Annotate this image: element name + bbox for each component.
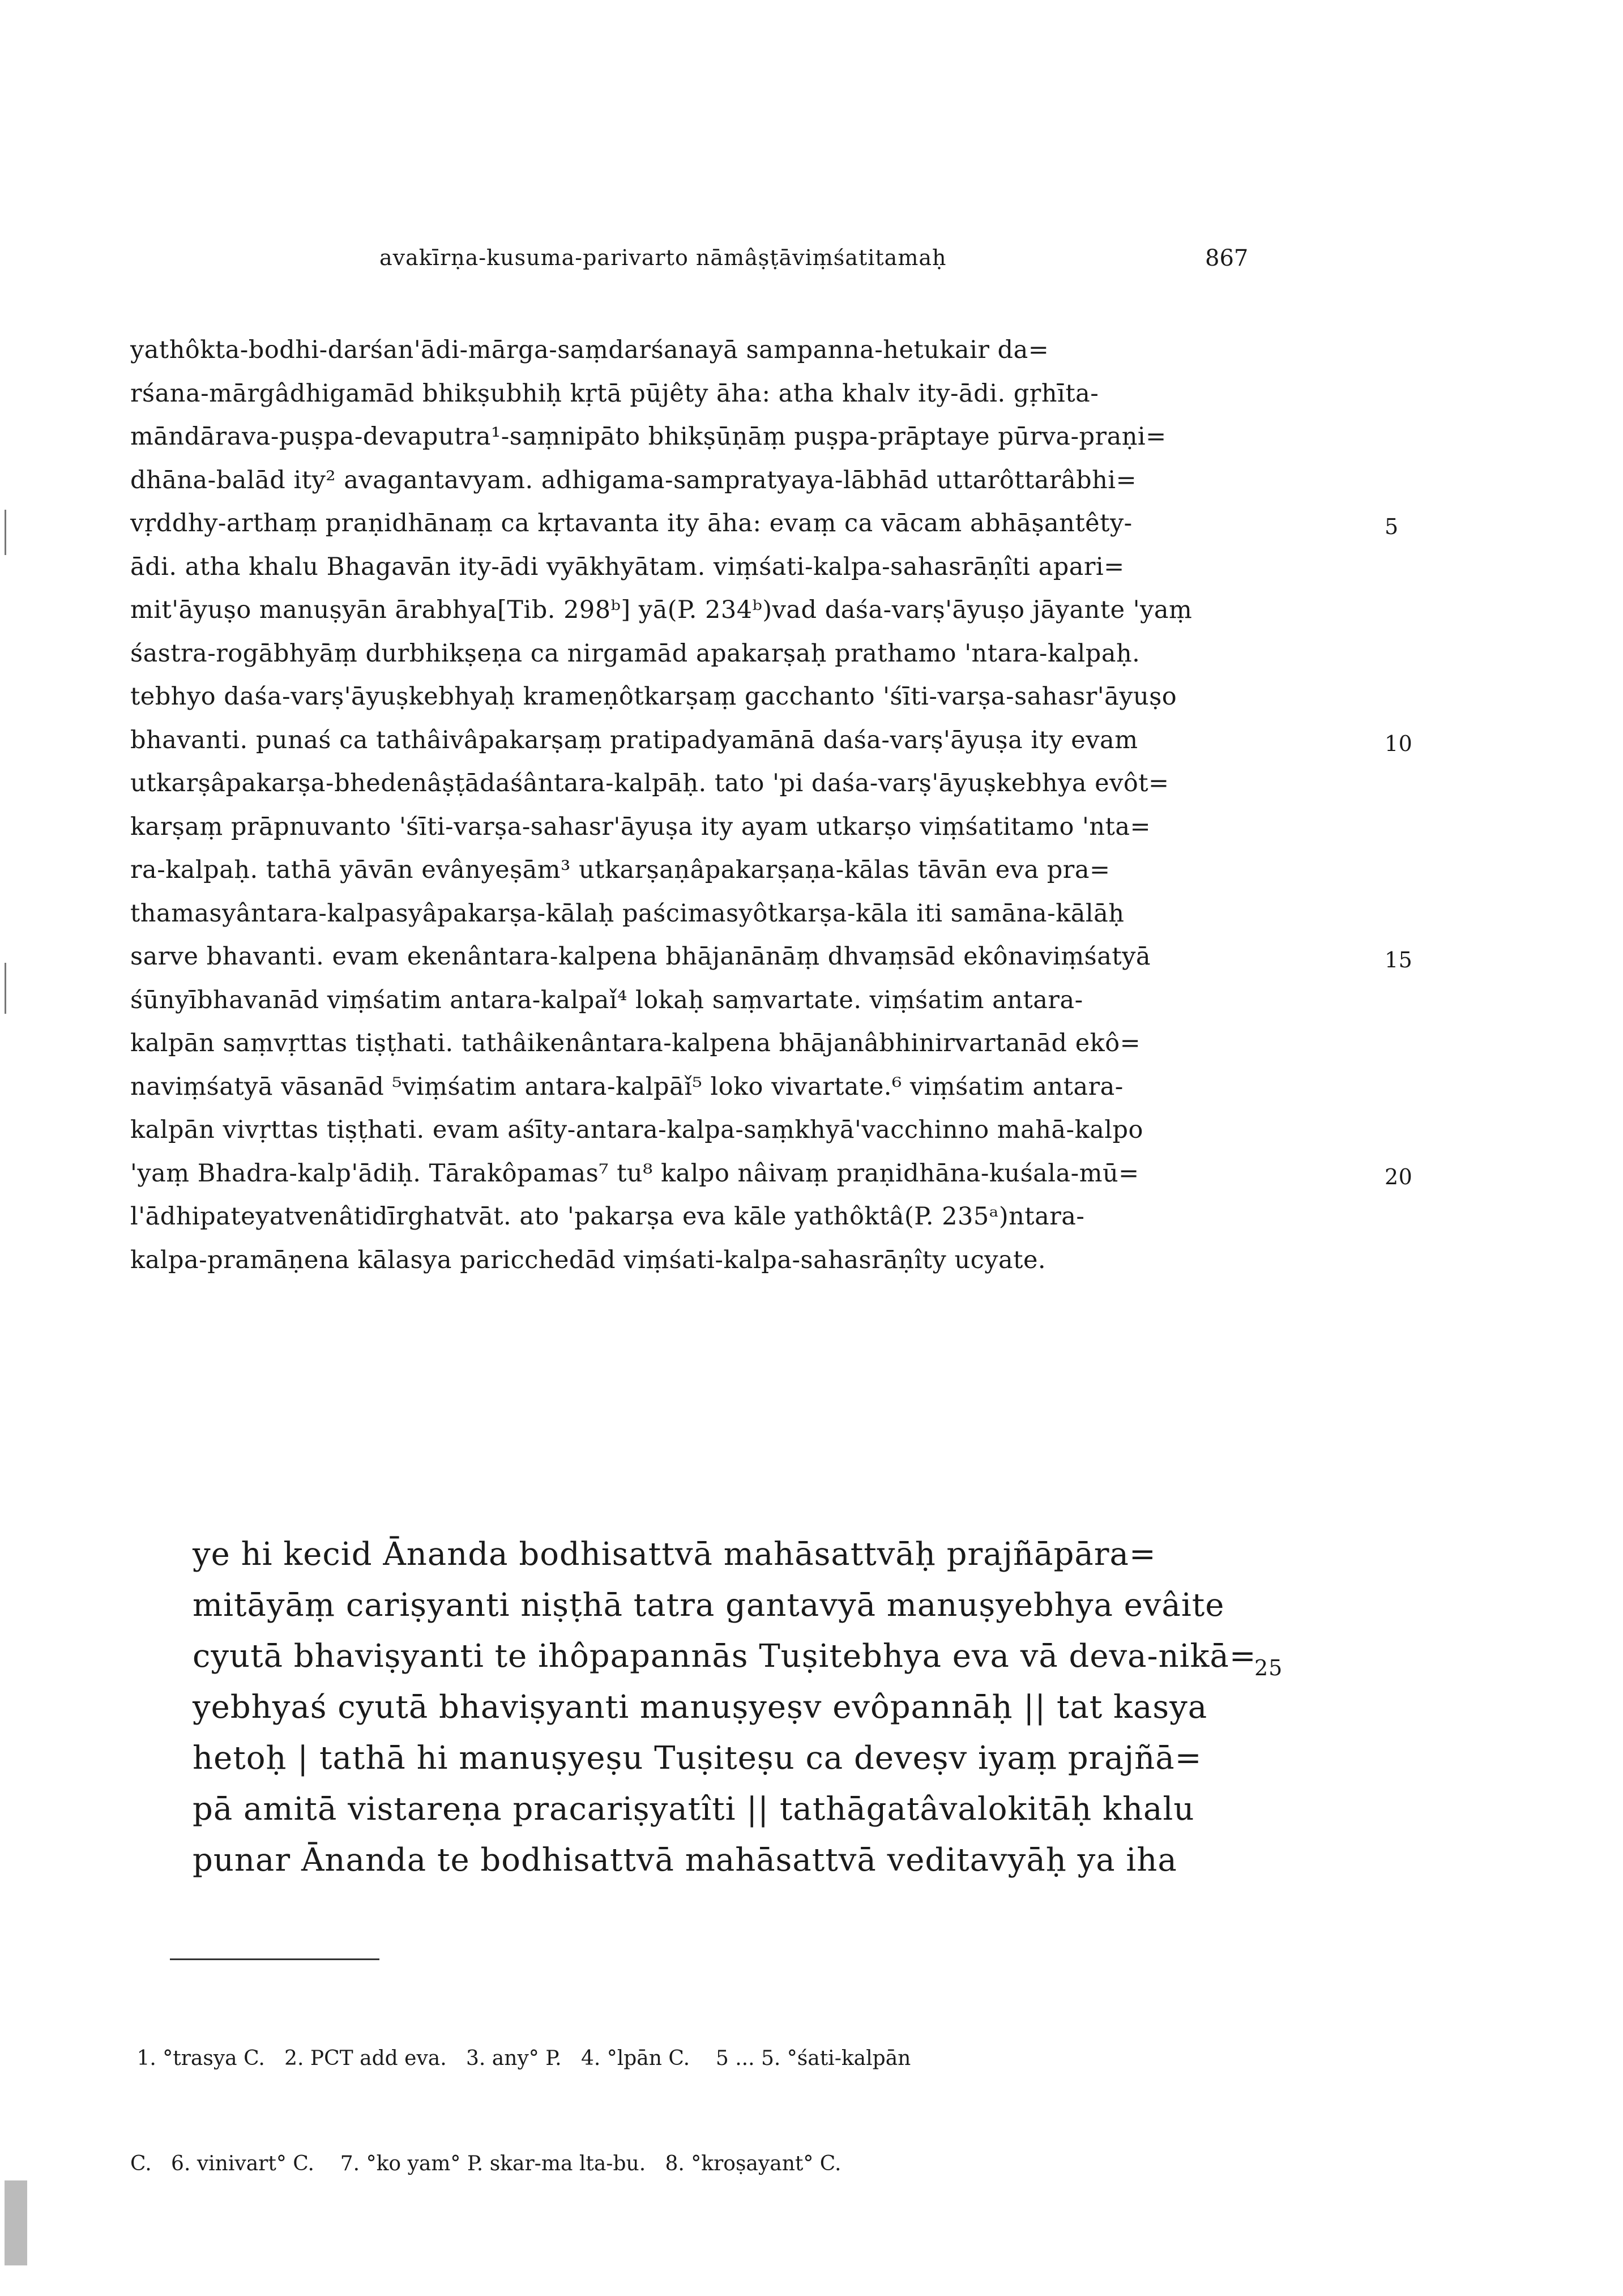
- scan-mark: [5, 2180, 27, 2265]
- text-line: [130, 1108, 1325, 1152]
- line-text: thamasyântara-kalpasyâpakarṣa-kālaḥ paścimasyôtkarṣa-kāla iti samāna-kālāḥ: [130, 899, 1125, 928]
- line-number: 25: [1254, 1655, 1283, 1680]
- text-line: [130, 1065, 1325, 1109]
- text-line: [130, 805, 1325, 849]
- line-text: l'ādhipateyatvenâtidīrghatvāt. ato 'pakarṣa eva kāle yathôktâ(P. 235ᵃ)ntara-: [130, 1202, 1085, 1231]
- text-line: [130, 459, 1325, 502]
- text-line: [130, 588, 1325, 632]
- text-line: [130, 502, 1399, 545]
- line-text: naviṃśatyā vāsanād ⁵viṃśatim antara-kalpāǐ⁵ loko vivartate.⁶ viṃśatim antara-: [130, 1072, 1124, 1101]
- line-text: māndārava-puṣpa-devaputra¹-saṃnipāto bhikṣūṇāṃ puṣpa-prāptaye pūrva-praṇi=: [130, 423, 1167, 451]
- text-line: [193, 1835, 1184, 1886]
- footnote-line: 1. °trasya C. 2. PCT add eva. 3. any° P. 4. °lpān C. 5 ... 5. °śati-kalpān: [130, 2047, 911, 2070]
- footnotes: [130, 1971, 1263, 2252]
- line-text: kalpān vivṛttas tiṣṭhati. evam aśīty-antara-kalpa-saṃkhyā'vacchinno mahā-kalpo: [130, 1116, 1143, 1144]
- text-line: [193, 1682, 1208, 1733]
- line-number: 10: [1385, 731, 1413, 756]
- line-text: śastra-rogābhyāṃ durbhikṣeṇa ca nirgamād apakarṣaḥ prathamo 'ntara-kalpaḥ.: [130, 639, 1141, 668]
- text-line: [193, 1631, 1283, 1682]
- scan-mark: [5, 510, 6, 555]
- footnote-rule: [170, 1958, 379, 1960]
- text-line: [130, 935, 1413, 979]
- text-line: [193, 1529, 1184, 1580]
- text-line: [130, 632, 1325, 676]
- line-text: ra-kalpaḥ. tathā yāvān evânyeṣām³ utkarṣaṇâpakarṣaṇa-kālas tāvān eva pra=: [130, 856, 1111, 884]
- line-text: mit'āyuṣo manuṣyān ārabhya[Tib. 298ᵇ] yā(P. 234ᵇ)vad daśa-varṣ'āyuṣo jāyante 'yaṃ: [130, 596, 1193, 624]
- text-line: [130, 1022, 1325, 1065]
- footnote-line: C. 6. vinivart° C. 7. °ko yam° P. skar-ma lta-bu. 8. °kroṣayant° C.: [130, 2152, 842, 2175]
- text-line: [130, 1195, 1325, 1239]
- line-number: 5: [1385, 514, 1399, 539]
- running-title: avakīrṇa-kusuma-parivarto nāmâṣṭāviṃśatitamaḥ: [379, 245, 947, 270]
- text-line: [130, 762, 1325, 805]
- line-text: punar Ānanda te bodhisattvā mahāsattvā veditavyāḥ ya iha: [193, 1842, 1177, 1879]
- line-text: mitāyāṃ cariṣyanti niṣṭhā tatra gantavyā manuṣyebhya evâite: [193, 1587, 1225, 1624]
- text-line: [130, 719, 1413, 762]
- text-line: [130, 892, 1325, 936]
- line-number: 15: [1385, 948, 1413, 972]
- scan-mark: [5, 963, 6, 1014]
- line-number: 20: [1385, 1164, 1413, 1189]
- line-text: kalpān saṃvṛttas tiṣṭhati. tathâikenântara-kalpena bhājanâbhinirvartanād ekô=: [130, 1029, 1141, 1057]
- line-text: utkarṣâpakarṣa-bhedenâṣṭādaśântara-kalpāḥ. tato 'pi daśa-varṣ'āyuṣkebhya evôt=: [130, 769, 1169, 797]
- line-text: dhāna-balād ity² avagantavyam. adhigama-sampratyaya-lābhād uttarôttarâbhi=: [130, 466, 1137, 494]
- commentary-block: [130, 328, 1413, 1282]
- line-text: sarve bhavanti. evam ekenântara-kalpena bhājanānāṃ dhvaṃsād ekônaviṃśatyā: [130, 942, 1151, 971]
- text-line: [130, 1152, 1413, 1196]
- text-line: [193, 1733, 1202, 1784]
- text-line: [130, 545, 1325, 589]
- line-text: śūnyībhavanād viṃśatim antara-kalpaǐ⁴ lokaḥ saṃvartate. viṃśatim antara-: [130, 985, 1083, 1014]
- line-text: yathôkta-bodhi-darśan'ādi-mārga-saṃdarśanayā sampanna-hetukair da=: [130, 336, 1049, 364]
- text-line: [193, 1784, 1195, 1835]
- page-number: 867: [1205, 245, 1249, 271]
- line-text: pā amitā vistareṇa pracariṣyatîti || tathāgatâvalokitāḥ khalu: [193, 1791, 1195, 1828]
- text-line: [130, 848, 1325, 892]
- text-line: [130, 675, 1325, 719]
- text-line: [130, 328, 1325, 372]
- text-line: [130, 979, 1325, 1022]
- line-text: yebhyaś cyutā bhaviṣyanti manuṣyeṣv evôpannāḥ || tat kasya: [193, 1689, 1208, 1726]
- line-text: bhavanti. punaś ca tathâivâpakarṣaṃ pratipadyamānā daśa-varṣ'āyuṣa ity evam: [130, 725, 1138, 754]
- line-text: vṛddhy-arthaṃ praṇidhānaṃ ca kṛtavanta ity āha: evaṃ ca vācam abhāṣantêty-: [130, 509, 1133, 537]
- line-text: cyutā bhaviṣyanti te ihôpapannās Tuṣitebhya eva vā deva-nikā=: [193, 1638, 1257, 1675]
- line-text: rśana-mārgâdhigamād bhikṣubhiḥ kṛtā pūjêty āha: atha khalv ity-ādi. gṛhīta-: [130, 379, 1099, 408]
- text-line: [130, 415, 1325, 459]
- line-text: hetoḥ | tathā hi manuṣyeṣu Tuṣiteṣu ca deveṣv iyaṃ prajñā=: [193, 1740, 1202, 1777]
- line-text: kalpa-pramāṇena kālasya paricchedād viṃśati-kalpa-sahasrāṇîty ucyate.: [130, 1245, 1047, 1274]
- text-line: [130, 372, 1325, 416]
- verse-block: [193, 1529, 1283, 1886]
- line-text: ādi. atha khalu Bhagavān ity-ādi vyākhyātam. viṃśati-kalpa-sahasrāṇîti apari=: [130, 552, 1125, 581]
- line-text: ye hi kecid Ānanda bodhisattvā mahāsattvāḥ prajñāpāra=: [193, 1536, 1156, 1573]
- line-text: 'yaṃ Bhadra-kalp'ādiḥ. Tārakôpamas⁷ tu⁸ kalpo nâivaṃ praṇidhāna-kuśala-mū=: [130, 1159, 1139, 1188]
- text-line: [130, 1239, 1325, 1282]
- text-line: [193, 1580, 1225, 1631]
- line-text: karṣaṃ prāpnuvanto 'śīti-varṣa-sahasr'āyuṣa ity ayam utkarṣo viṃśatitamo 'nta=: [130, 812, 1151, 841]
- line-text: tebhyo daśa-varṣ'āyuṣkebhyaḥ krameṇôtkarṣaṃ gacchanto 'śīti-varṣa-sahasr'āyuṣo: [130, 682, 1177, 711]
